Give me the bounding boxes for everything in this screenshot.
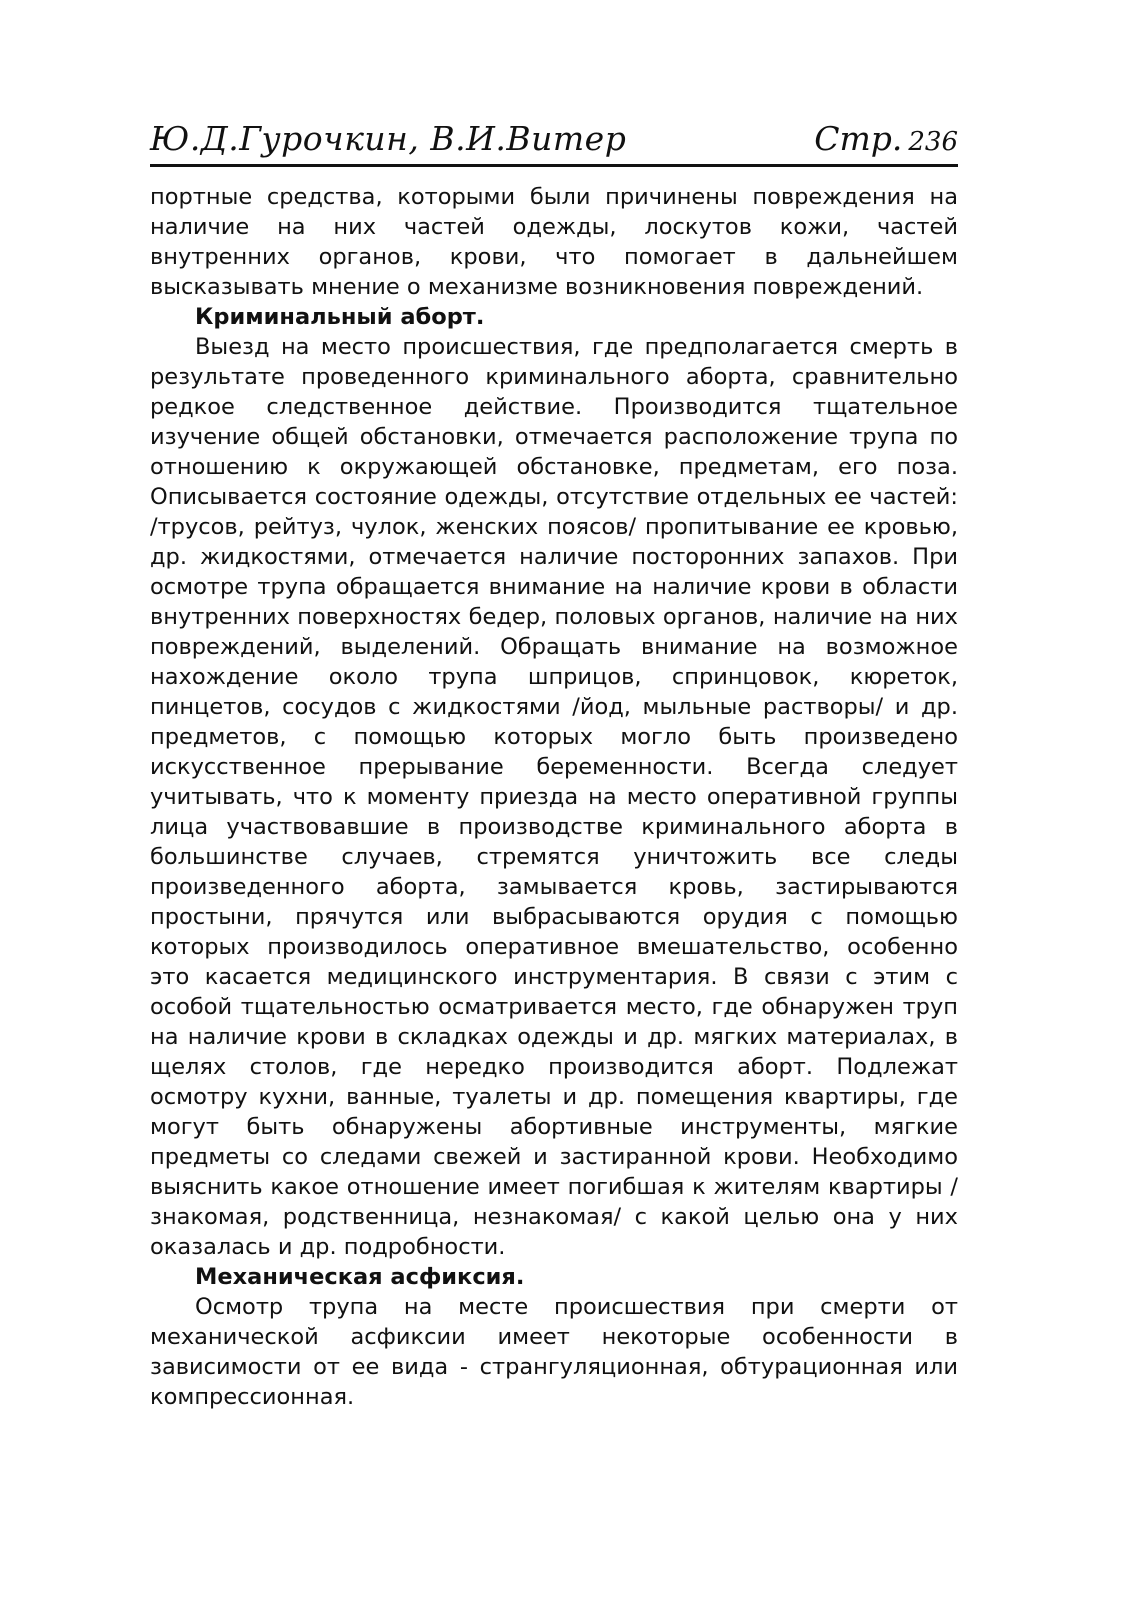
section-heading-criminal-abortion: Криминальный аборт. [195, 304, 485, 330]
header-page-ref [814, 119, 958, 158]
section-text-criminal-abortion: Выезд на место происшествия, где предполагается смерть в результате проведенного криминального аборта, сравнительно редкое следственное действие. Производится тщательное изучение общей обстановки, отмечается расположение трупа по отношению к окружающей обстановке, предметам, его поза. Описывается состояние одежды, отсутствие отдельных ее частей: /трусов, рейтуз, чулок, женских поясов/ пропитывание ее кровью, др. жидкостями, отмечается наличие посторонних запахов. При осмотре трупа обращается внимание на наличие крови в области внутренних поверхностях бедер, половых органов, наличие на них повреждений, выделений. Обращать внимание на возможное нахождение около трупа шприцов, спринцовок, кюреток, пинцетов, сосудов с жидкостями /йод, мыльные растворы/ и др. предметов, с помощью которых могло быть произведено искусственное прерывание беременности. Всегда следует учитывать, что к моменту приезда на место оперативной группы лица участвовавшие в производстве криминального аборта в большинстве случаев, стремятся уничтожить все следы произведенного аборта, замывается кровь, застирываются простыни, прячутся или выбрасываются орудия с помощью которых производилось оперативное вмешательство, особенно это касается медицинского инструментария. В связи с этим с особой тщательностью осматривается место, где обнаружен труп на наличие крови в складках одежды и др. мягких материалах, в щелях столов, где нередко производится аборт. Подлежат осмотру кухни, ванные, туалеты и др. помещения квартиры, где могут быть обнаружены абортивные инструменты, мягкие предметы со следами свежей и застиранной крови. Необходимо выяснить какое отношение имеет погибшая к жителям квартиры /знакомая, родственница, незнакомая/ с какой целью она у них оказалась и др. подробности. [150, 334, 958, 1260]
header-page-label: Стр. [814, 119, 903, 158]
section-heading-mechanical-asphyxia: Механическая асфиксия. [195, 1264, 525, 1290]
page-header [150, 118, 958, 167]
page-number: 236 [908, 127, 958, 157]
continuation-paragraph: портные средства, которыми были причинены повреждения на наличие на них частей одежды, лоскутов кожи, частей внутренних органов, крови, что помогает в дальнейшем высказывать мнение о механизме возникновения повреждений. [150, 184, 958, 300]
header-authors: Ю.Д.Гурочкин, В.И.Витер [150, 119, 627, 158]
section-text-mechanical-asphyxia: Осмотр трупа на месте происшествия при смерти от механической асфиксии имеет некоторые особенности в зависимости от ее вида - странгуляционная, обтурационная или компрессионная. [150, 1294, 958, 1410]
text-column [150, 182, 958, 1412]
